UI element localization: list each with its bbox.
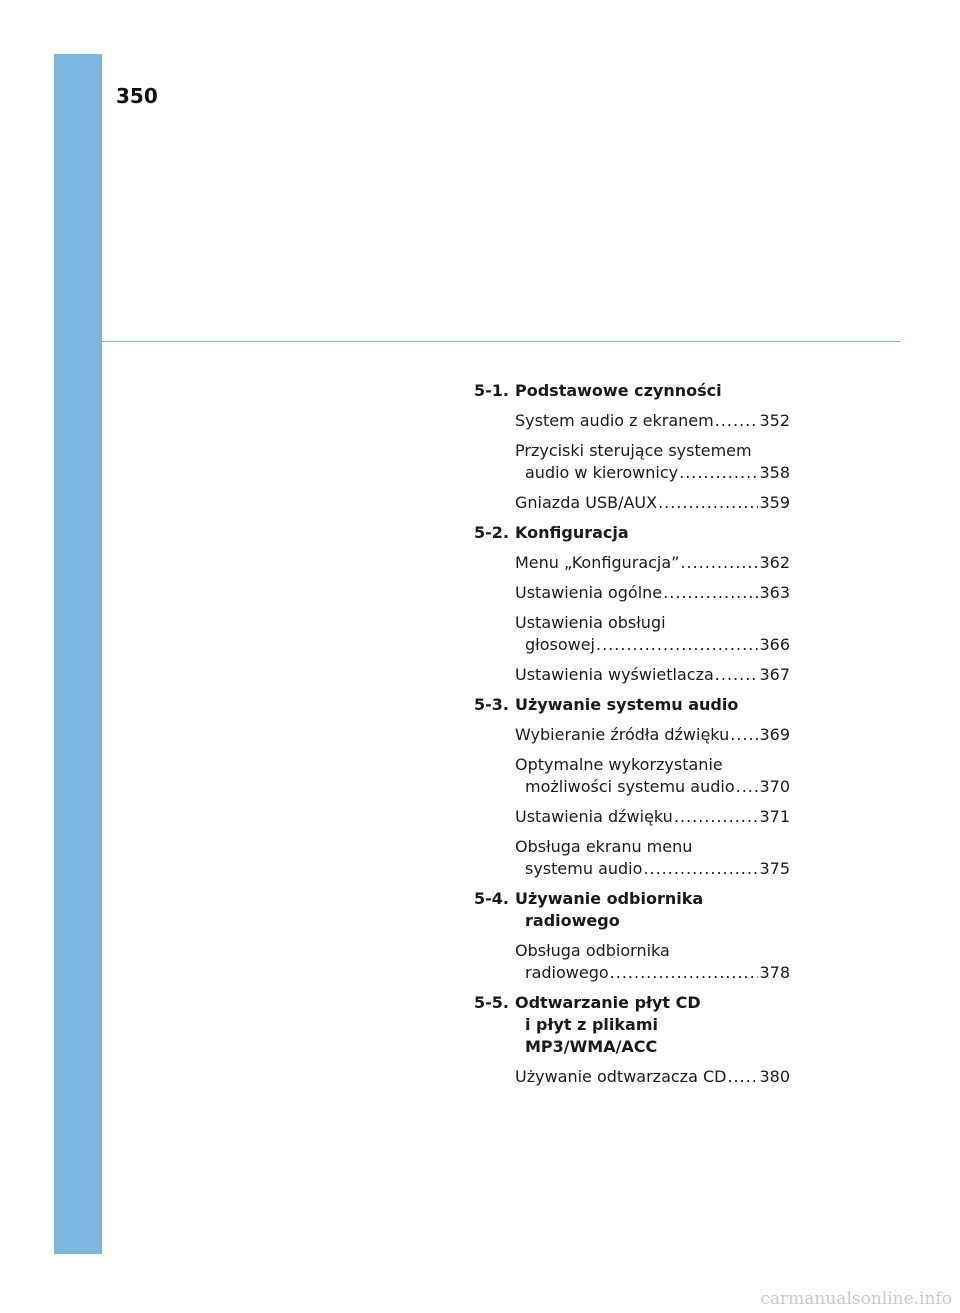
page-number: 350 bbox=[116, 84, 158, 108]
section-title-line: i płyt z plikami bbox=[525, 1015, 658, 1034]
section-number: 5-1. bbox=[474, 381, 509, 400]
entry-title-line: Optymalne wykorzystanie bbox=[515, 755, 723, 774]
entry-title-line: systemu audio bbox=[525, 859, 643, 878]
section-title-line: Używanie systemu audio bbox=[515, 695, 739, 714]
dot-leader bbox=[679, 462, 758, 484]
toc-entry[interactable] bbox=[515, 612, 790, 656]
toc-entry[interactable] bbox=[515, 754, 790, 798]
toc-section-heading[interactable] bbox=[474, 888, 790, 932]
entry-title-line: audio w kierownicy bbox=[525, 463, 679, 482]
dot-leader bbox=[596, 634, 758, 656]
dot-leader bbox=[658, 492, 758, 514]
toc-entry[interactable] bbox=[515, 440, 790, 484]
entry-page-number: 378 bbox=[759, 963, 790, 982]
dot-leader bbox=[674, 806, 759, 828]
section-number: 5-5. bbox=[474, 993, 509, 1012]
entry-title-line: głosowej bbox=[525, 635, 595, 654]
toc-entry[interactable] bbox=[515, 1066, 790, 1088]
header-divider bbox=[102, 341, 900, 342]
entry-page-number: 367 bbox=[759, 665, 790, 684]
toc-entry[interactable] bbox=[515, 940, 790, 984]
entry-title-line: Ustawienia dźwięku bbox=[515, 807, 673, 826]
entry-title-line: Wybieranie źródła dźwięku bbox=[515, 725, 730, 744]
entry-page-number: 371 bbox=[759, 807, 790, 826]
toc-entry[interactable] bbox=[515, 582, 790, 604]
dot-leader bbox=[680, 552, 758, 574]
watermark: carmanualsonline.info bbox=[760, 1289, 952, 1309]
entry-page-number: 352 bbox=[759, 411, 790, 430]
entry-title-line: Obsługa ekranu menu bbox=[515, 837, 693, 856]
section-title-line: MP3/WMA/ACC bbox=[525, 1037, 658, 1056]
toc-entry[interactable] bbox=[515, 724, 790, 746]
section-number: 5-4. bbox=[474, 889, 509, 908]
section-title-line: Odtwarzanie płyt CD bbox=[515, 993, 701, 1012]
dot-leader bbox=[715, 410, 759, 432]
entry-page-number: 370 bbox=[759, 777, 790, 796]
dot-leader bbox=[736, 776, 759, 798]
entry-title-line: Ustawienia wyświetlacza bbox=[515, 665, 714, 684]
entry-page-number: 366 bbox=[759, 635, 790, 654]
entry-title-line: radiowego bbox=[525, 963, 609, 982]
section-title-line: Podstawowe czynności bbox=[515, 381, 722, 400]
entry-title-line: Ustawienia ogólne bbox=[515, 583, 663, 602]
entry-page-number: 369 bbox=[759, 725, 790, 744]
section-title-line: Konfiguracja bbox=[515, 523, 629, 542]
toc-entry[interactable] bbox=[515, 836, 790, 880]
toc-entry[interactable] bbox=[515, 410, 790, 432]
section-title-line: Używanie odbiornika bbox=[515, 889, 704, 908]
entry-page-number: 363 bbox=[759, 583, 790, 602]
entry-page-number: 362 bbox=[759, 553, 790, 572]
entry-page-number: 375 bbox=[759, 859, 790, 878]
entry-title-line: Przyciski sterujące systemem bbox=[515, 441, 752, 460]
toc-entry[interactable] bbox=[515, 806, 790, 828]
table-of-contents bbox=[474, 380, 790, 1096]
section-title-line: radiowego bbox=[525, 911, 620, 930]
dot-leader bbox=[663, 582, 758, 604]
entry-page-number: 358 bbox=[759, 463, 790, 482]
dot-leader bbox=[610, 962, 759, 984]
section-number: 5-3. bbox=[474, 695, 509, 714]
entry-title-line: Używanie odtwarzacza CD bbox=[515, 1067, 727, 1086]
side-color-bar bbox=[54, 54, 102, 1254]
toc-section-heading[interactable] bbox=[474, 522, 790, 544]
toc-section-heading[interactable] bbox=[474, 694, 790, 716]
dot-leader bbox=[715, 664, 759, 686]
toc-section-heading[interactable] bbox=[474, 992, 790, 1058]
toc-entry[interactable] bbox=[515, 552, 790, 574]
entry-title-line: Menu „Konfiguracja” bbox=[515, 553, 680, 572]
entry-title-line: Ustawienia obsługi bbox=[515, 613, 666, 632]
section-number: 5-2. bbox=[474, 523, 509, 542]
dot-leader bbox=[643, 858, 758, 880]
toc-entry[interactable] bbox=[515, 492, 790, 514]
entry-title-line: System audio z ekranem bbox=[515, 411, 714, 430]
dot-leader bbox=[730, 724, 758, 746]
entry-page-number: 359 bbox=[759, 493, 790, 512]
entry-title-line: Gniazda USB/AUX bbox=[515, 493, 658, 512]
dot-leader bbox=[727, 1066, 758, 1088]
entry-title-line: możliwości systemu audio bbox=[525, 777, 735, 796]
toc-entry[interactable] bbox=[515, 664, 790, 686]
entry-page-number: 380 bbox=[759, 1067, 790, 1086]
entry-title-line: Obsługa odbiornika bbox=[515, 941, 670, 960]
toc-section-heading[interactable] bbox=[474, 380, 790, 402]
